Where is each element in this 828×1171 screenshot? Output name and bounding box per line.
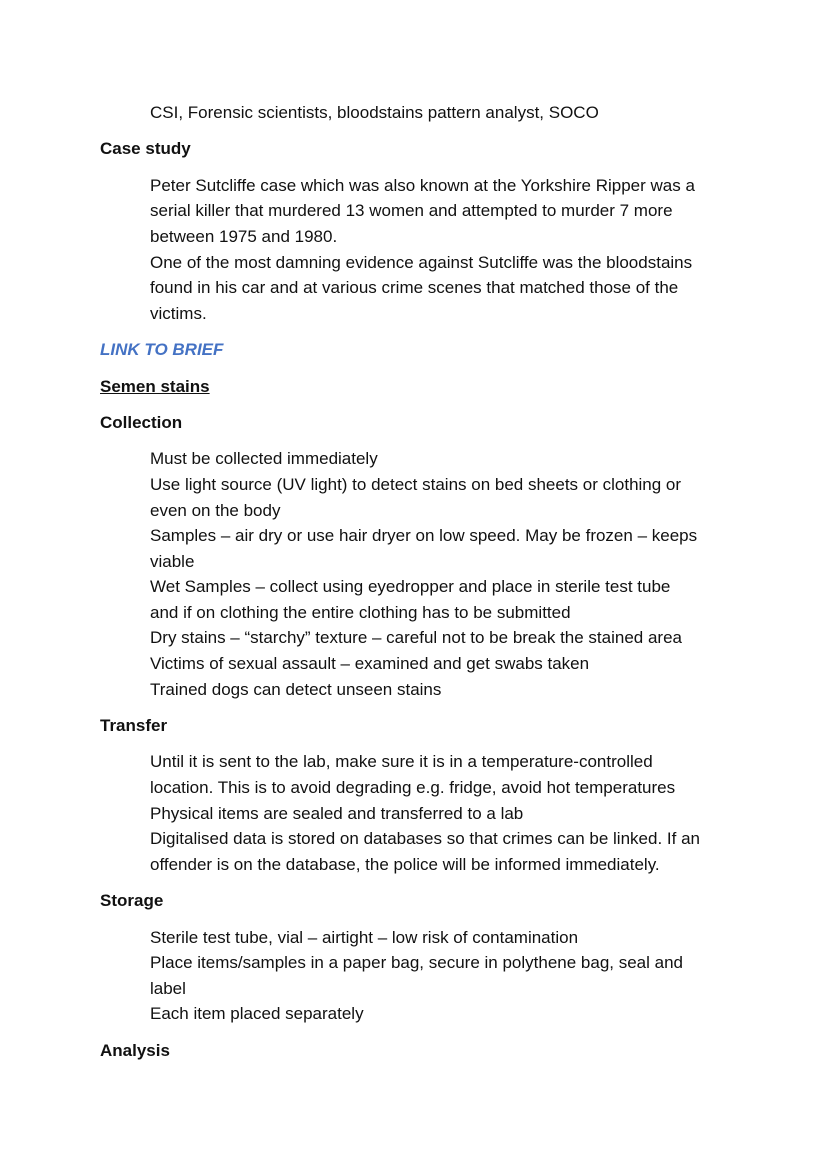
document-content (0, 100, 828, 1063)
text-line: Until it is sent to the lab, make sure it is in a temperature-controlled (150, 752, 653, 772)
heading-block (0, 136, 828, 162)
heading-line (0, 410, 828, 436)
heading-line (0, 888, 828, 914)
text-line: Samples – air dry or use hair dryer on low speed. May be frozen – keeps (150, 526, 698, 546)
text-line: even on the body (150, 500, 281, 520)
text-line: between 1975 and 1980. (150, 226, 338, 246)
text-line: Victims of sexual assault – examined and get swabs taken (150, 654, 590, 674)
heading-line (0, 136, 828, 162)
paragraph (0, 749, 828, 877)
text-line: CSI, Forensic scientists, bloodstains pattern analyst, SOCO (150, 103, 599, 122)
text-line: Must be collected immediately (150, 449, 378, 469)
text-line: and if on clothing the entire clothing has to be submitted (150, 602, 571, 622)
text-line: Dry stains – “starchy” texture – careful not to be break the stained area (150, 628, 682, 648)
text-line: location. This is to avoid degrading e.g. fridge, avoid hot temperatures (150, 778, 676, 798)
section-heading: Collection (100, 412, 183, 432)
heading-block (0, 1038, 828, 1064)
heading-block (0, 374, 828, 400)
section-heading: Transfer (100, 716, 168, 736)
section-heading: Case study (100, 139, 191, 159)
link-to-brief[interactable]: LINK TO BRIEF (100, 340, 224, 360)
heading-line (0, 374, 828, 400)
section-heading: Storage (100, 891, 164, 911)
text-line: Physical items are sealed and transferred to a lab (150, 803, 524, 823)
heading-line (0, 1038, 828, 1064)
heading-block (0, 888, 828, 914)
text-line: offender is on the database, the police will be informed immediately. (150, 854, 660, 874)
text-line: Peter Sutcliffe case which was also known at the Yorkshire Ripper was a (150, 175, 695, 195)
text-line: found in his car and at various crime scenes that matched those of the (150, 278, 679, 298)
text-line: victims. (150, 303, 207, 323)
text-line: label (150, 978, 186, 998)
text-line: Place items/samples in a paper bag, secure in polythene bag, seal and (150, 953, 683, 973)
paragraph (0, 446, 828, 702)
section-heading: Analysis (100, 1040, 170, 1060)
text-line: Use light source (UV light) to detect stains on bed sheets or clothing or (150, 474, 682, 494)
heading-block (0, 713, 828, 739)
text-line: Trained dogs can detect unseen stains (150, 679, 442, 699)
text-line: Wet Samples – collect using eyedropper and place in sterile test tube (150, 577, 671, 597)
heading-block (0, 337, 828, 363)
heading-line (0, 337, 828, 363)
paragraph (0, 925, 828, 1027)
heading-line (0, 713, 828, 739)
section-title: Semen stains (100, 376, 210, 396)
paragraph (0, 173, 828, 327)
text-line: Sterile test tube, vial – airtight – low risk of contamination (150, 927, 579, 947)
text-line: viable (150, 551, 195, 571)
heading-block (0, 410, 828, 436)
text-line: Each item placed separately (150, 1004, 364, 1024)
text-line: serial killer that murdered 13 women and attempted to murder 7 more (150, 201, 673, 221)
text-line: Digitalised data is stored on databases so that crimes can be linked. If an (150, 829, 700, 849)
text-line: One of the most damning evidence against Sutcliffe was the bloodstains (150, 252, 693, 272)
paragraph (0, 100, 828, 126)
